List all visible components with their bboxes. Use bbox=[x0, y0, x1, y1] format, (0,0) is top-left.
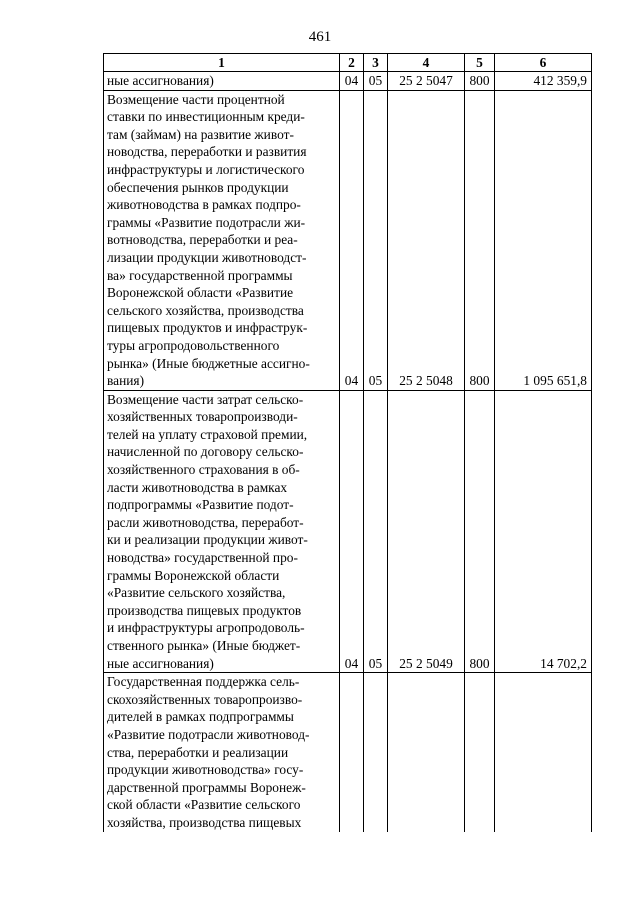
table-row bbox=[104, 90, 592, 390]
header-col-1: 1 bbox=[104, 54, 340, 72]
row-expense-type: 800 bbox=[465, 90, 495, 390]
table-row bbox=[104, 390, 592, 673]
row-subsection: 05 bbox=[364, 90, 388, 390]
row-subsection bbox=[364, 673, 388, 832]
header-col-3: 3 bbox=[364, 54, 388, 72]
header-col-4: 4 bbox=[388, 54, 465, 72]
row-expense-type: 800 bbox=[465, 390, 495, 673]
page-number: 461 bbox=[308, 29, 332, 45]
row-expense-type: 800 bbox=[465, 72, 495, 91]
header-col-5: 5 bbox=[465, 54, 495, 72]
row-amount: 1 095 651,8 bbox=[495, 90, 592, 390]
header-col-2: 2 bbox=[340, 54, 364, 72]
row-target-code: 25 2 5049 bbox=[388, 390, 465, 673]
row-subsection: 05 bbox=[364, 72, 388, 91]
row-target-code: 25 2 5048 bbox=[388, 90, 465, 390]
row-name: Возмещение части процентной ставки по инвестиционным креди- там (займам) на развитие живот- новодства, переработки и развития инфраструктуры и логистического обеспечения рынков продукции животноводства в рамках подпро- граммы «Развитие подотрасли жи- вотноводства, переработки и реа- лизации продукции животноводст- ва» государственной программы Воронежской области «Развитие сельского хозяйства, производства пищевых продуктов и инфраструк- туры агропродовольственного рынка» (Иные бюджетные ассигно- вания) bbox=[104, 90, 340, 390]
table-header-row bbox=[104, 54, 592, 72]
row-target-code bbox=[388, 673, 465, 832]
row-target-code: 25 2 5047 bbox=[388, 72, 465, 91]
budget-table bbox=[103, 53, 592, 832]
row-name: Государственная поддержка сель- скохозяйственных товаропроизво- дителей в рамках подпрограммы «Развитие подотрасли животновод- ства, переработки и реализации продукции животноводства» госу- дарственной программы Воронеж- ской области «Развитие сельского хозяйства, производства пищевых bbox=[104, 673, 340, 832]
table-row bbox=[104, 673, 592, 832]
row-expense-type bbox=[465, 673, 495, 832]
row-section: 04 bbox=[340, 72, 364, 91]
row-section: 04 bbox=[340, 390, 364, 673]
row-section: 04 bbox=[340, 90, 364, 390]
row-name: Возмещение части затрат сельско- хозяйственных товаропроизводи- телей на уплату страховой премии, начисленной по договору сельско- хозяйственного страхования в об- ласти животноводства в рамках подпрограммы «Развитие подот- расли животноводства, переработ- ки и реализации продукции живот- новодства» государственной про- граммы Воронежской области «Развитие сельского хозяйства, производства пищевых продуктов и инфраструктуры агропродоволь- ственного рынка» (Иные бюджет- ные ассигнования) bbox=[104, 390, 340, 673]
row-section bbox=[340, 673, 364, 832]
row-name: ные ассигнования) bbox=[104, 72, 340, 91]
row-subsection: 05 bbox=[364, 390, 388, 673]
header-col-6: 6 bbox=[495, 54, 592, 72]
row-amount: 14 702,2 bbox=[495, 390, 592, 673]
row-amount: 412 359,9 bbox=[495, 72, 592, 91]
row-amount bbox=[495, 673, 592, 832]
table-row bbox=[104, 72, 592, 91]
